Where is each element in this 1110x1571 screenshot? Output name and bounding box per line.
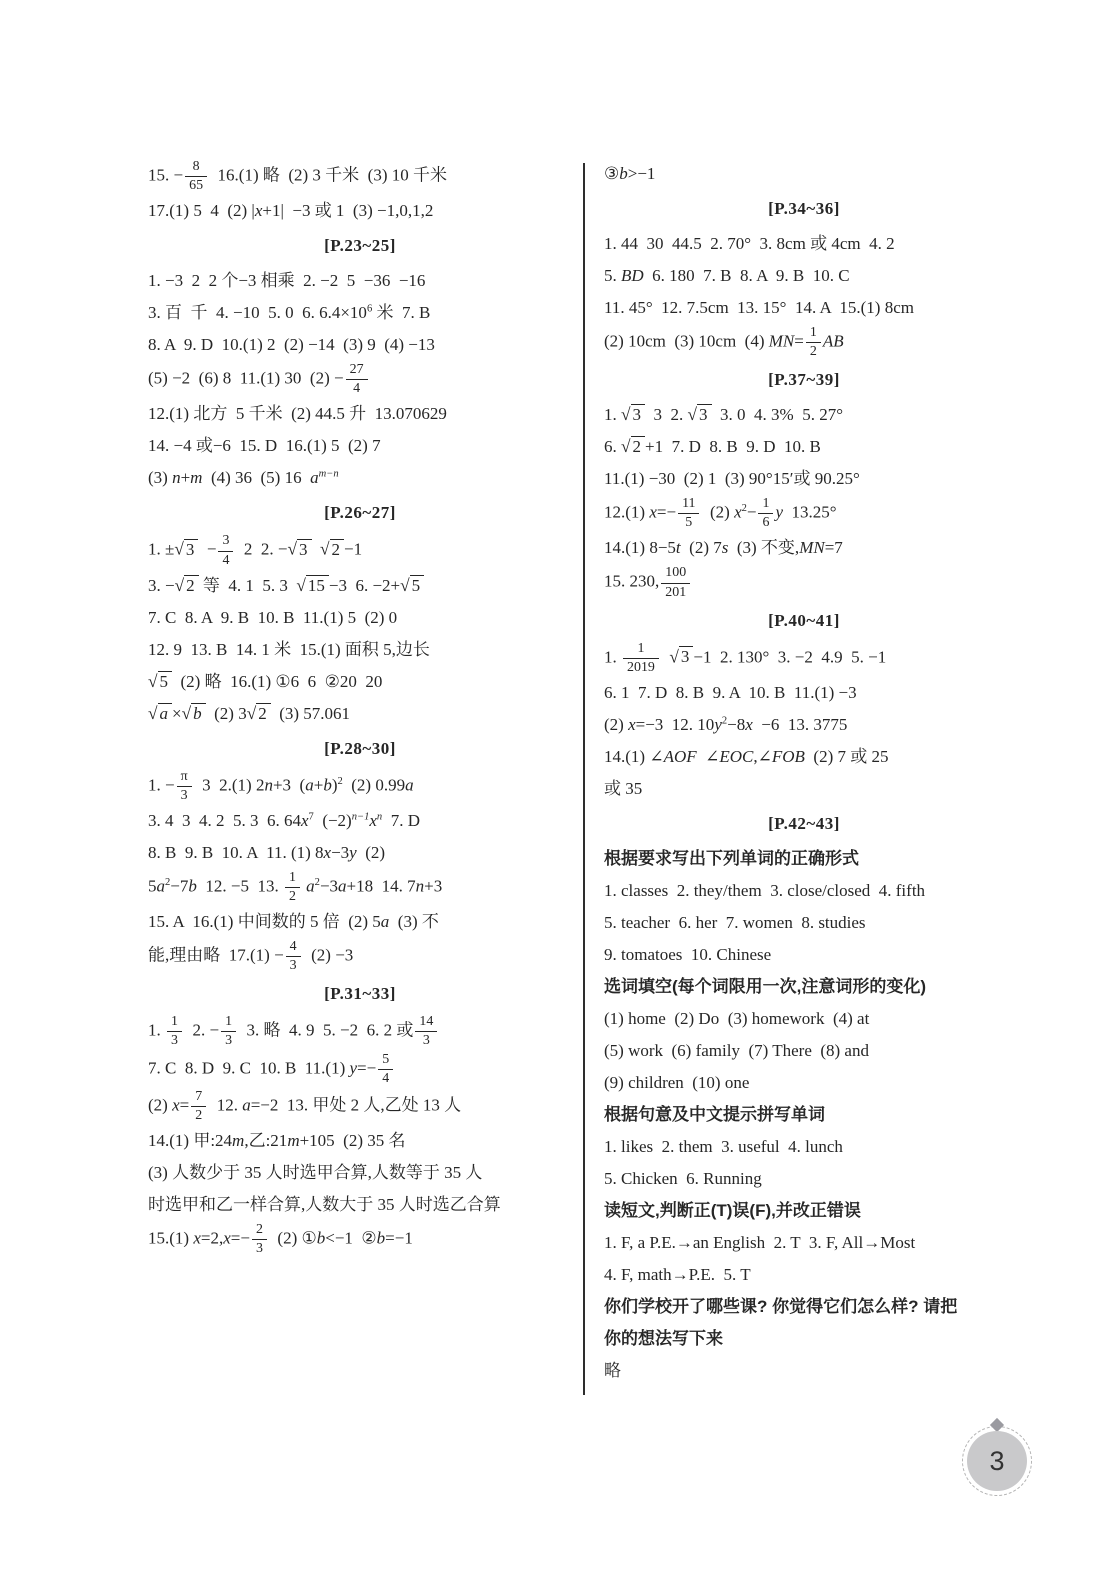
answer-line xyxy=(148,570,572,602)
text-run: 15.(1) xyxy=(148,1228,194,1248)
variable: x xyxy=(734,502,742,522)
answer-line xyxy=(148,265,572,297)
answer-line xyxy=(148,297,572,329)
text-run: −6 13. 3775 xyxy=(752,714,848,734)
fraction: $\frac{27}{4}$ xyxy=(346,361,368,398)
section-heading: [P.23~25] xyxy=(324,236,396,256)
text-run: 略 xyxy=(604,1360,621,1380)
text-run: 3. 略 4. 9 5. −2 6. 2 或 xyxy=(238,1020,414,1040)
text-run: 2. − xyxy=(183,1020,220,1040)
text-run: (3) 不 xyxy=(389,912,439,932)
fraction: $\frac{7}{2}$ xyxy=(191,1088,206,1125)
radical: √ 3 xyxy=(621,404,645,424)
fraction: $\frac{5}{4}$ xyxy=(378,1051,393,1088)
text-run: 1. 44 30 44.5 2. 70° 3. 8cm 或 4cm 4. 2 xyxy=(604,234,895,253)
text-run: 时选甲和乙一样合算,人数大于 35 人时选乙合算 xyxy=(148,1194,501,1214)
text-run: 5. Chicken 6. Running xyxy=(604,1168,762,1188)
text-run: ③ xyxy=(604,164,620,183)
section-heading: [P.40~41] xyxy=(768,610,840,630)
text-run: 7. C 8. D 9. C 10. B 11.(1) xyxy=(148,1058,350,1078)
answer-line xyxy=(604,1259,1004,1291)
radical: √ 5 xyxy=(400,575,424,595)
answer-line xyxy=(604,773,1004,805)
answer-line xyxy=(604,1131,1004,1163)
text-run: 11. 45° 12. 7.5cm 13. 15° 14. A 15.(1) 8cm xyxy=(604,298,914,317)
section-heading: [P.37~39] xyxy=(768,370,840,390)
text-run: 1. F, a P.E.→an English 2. T 3. F, All→Most xyxy=(604,1232,916,1252)
variable: MN xyxy=(799,538,825,558)
text-run: =− xyxy=(656,502,677,522)
answer-line xyxy=(604,875,1004,907)
variable: b xyxy=(188,876,197,896)
radical: √ a xyxy=(148,703,172,723)
answer-line xyxy=(148,938,572,975)
text-run: 15. A 16.(1) 中间数的 5 倍 (2) 5 xyxy=(148,912,381,932)
text-run: 1. classes 2. they/them 3. close/closed 4. fifth xyxy=(604,880,926,900)
text-run: 7. D xyxy=(382,810,420,830)
text-run xyxy=(312,540,321,559)
text-run: 1. xyxy=(604,647,621,667)
variable: y xyxy=(714,714,722,734)
fraction: $\frac{1}{3}$ xyxy=(221,1013,236,1050)
variable: m xyxy=(190,468,203,488)
variable: m xyxy=(232,1130,245,1150)
text-run: 9. tomatoes 10. Chinese xyxy=(604,944,772,964)
text-run: 12. xyxy=(208,1095,243,1115)
answer-line xyxy=(604,495,1004,532)
answer-line xyxy=(604,1067,1004,1099)
radical: √ 15 xyxy=(296,575,329,595)
text-run: (3) 人数少于 35 人时选甲合算,人数等于 35 人 xyxy=(148,1162,483,1182)
text-run: 6. xyxy=(604,437,621,457)
radical: √ 3 xyxy=(669,646,693,666)
variable: a xyxy=(338,876,347,896)
text-run: 15. 230, xyxy=(604,571,660,591)
answer-line xyxy=(604,1163,1004,1195)
text-run: +3 xyxy=(424,876,443,896)
answer-line xyxy=(148,768,572,805)
fraction: $\frac{1}{2}$ xyxy=(285,869,300,906)
text-run: >−1 xyxy=(627,164,656,183)
answer-line xyxy=(148,1125,572,1157)
text-run: (2) 略 16.(1) ①6 6 ②20 20 xyxy=(172,671,383,691)
variable: b xyxy=(376,1228,386,1248)
superscript: 7 xyxy=(308,811,314,823)
fraction: $\frac{100}{201}$ xyxy=(661,564,690,601)
text-run: −3 6. −2+ xyxy=(328,575,401,595)
answer-line xyxy=(148,906,572,938)
variable: t xyxy=(675,538,681,558)
radical: √ b xyxy=(182,703,206,723)
text-run: 14.(1) 8−5 xyxy=(604,538,676,558)
radical: √ 5 xyxy=(148,671,172,691)
superscript: 6 xyxy=(366,303,373,315)
superscript: 2 xyxy=(314,876,320,888)
answer-line xyxy=(148,532,572,569)
answer-line xyxy=(604,564,1004,601)
superscript: n−1 xyxy=(351,811,370,823)
left-column xyxy=(148,158,572,1258)
variable: y xyxy=(349,1058,358,1078)
section-heading: [P.31~33] xyxy=(324,984,396,1004)
text-run: 15. − xyxy=(148,165,184,185)
variable: a xyxy=(380,912,390,932)
text-run: (2) −3 xyxy=(302,945,354,965)
text-run: ) xyxy=(331,775,338,795)
text-run: ,∠ xyxy=(753,746,772,766)
power-term: $a^{m-n}$ xyxy=(310,468,339,488)
text-run: (2) xyxy=(356,842,386,862)
instruction-heading: 读短文,判断正(T)误(F),并改正错误 xyxy=(604,1200,861,1220)
variable: x xyxy=(193,1228,201,1248)
radical: √ 2 xyxy=(320,539,344,559)
text-run: 3. 4 3 4. 2 5. 3 6. 64 xyxy=(148,810,301,830)
text-run: 米 7. B xyxy=(372,303,431,323)
text-run: −3 xyxy=(331,842,350,862)
text-run: 1. − xyxy=(148,775,175,795)
text-run: =−2 13. 甲处 2 人,乙处 13 人 xyxy=(250,1095,462,1115)
text-run: 8. B 9. B 10. A 11. (1) 8 xyxy=(148,842,324,862)
variable: b xyxy=(619,164,628,183)
variable: x xyxy=(301,810,309,830)
text-run: 3. 百 千 4. −10 5. 0 6. 6.4×10 xyxy=(148,303,367,323)
variable: a xyxy=(405,775,414,795)
fraction: $\frac{11}{5}$ xyxy=(678,495,699,532)
fraction: $\frac{1}{2}$ xyxy=(806,324,821,361)
text-run: −1 2. 130° 3. −2 4.9 5. −1 xyxy=(693,647,887,667)
text-run: (3) 不变, xyxy=(728,538,800,558)
text-run: ∠ xyxy=(696,746,720,766)
answer-line xyxy=(604,1355,1004,1387)
text-run: − xyxy=(746,502,757,522)
answer-line xyxy=(148,1088,572,1125)
text-run: (−2) xyxy=(313,810,352,830)
variable: x xyxy=(369,810,377,830)
answer-line xyxy=(604,292,1004,324)
answer-line xyxy=(148,634,572,666)
text-run: +105 (2) 35 名 xyxy=(299,1130,406,1150)
answer-line xyxy=(148,361,572,398)
variable: a xyxy=(305,775,314,795)
right-column xyxy=(604,158,1004,1387)
text-run: (2) 7 xyxy=(680,538,722,558)
answer-line xyxy=(148,666,572,698)
text-run: + xyxy=(180,468,191,488)
text-run: 1. likes 2. them 3. useful 4. lunch xyxy=(604,1136,843,1156)
variable: m xyxy=(287,1130,300,1150)
text-run: +3 ( xyxy=(272,775,306,795)
answer-line xyxy=(148,462,572,494)
answer-line xyxy=(148,1013,572,1050)
fraction: $\frac{8}{65}$ xyxy=(185,158,207,195)
variable: s xyxy=(721,538,729,558)
text-run: +1 7. D 8. B 9. D 10. B xyxy=(645,437,821,457)
instruction-heading: 根据句意及中文提示拼写单词 xyxy=(604,1104,825,1124)
answer-line xyxy=(148,195,572,227)
text-run: 14.(1) ∠ xyxy=(604,746,664,766)
text-run: =2, xyxy=(200,1228,224,1248)
text-run: −3 xyxy=(319,876,339,896)
radical: √ 3 xyxy=(688,404,712,424)
variable: a xyxy=(306,876,315,896)
section-heading: [P.34~36] xyxy=(768,199,840,218)
text-run: 14.(1) 甲:24 xyxy=(148,1130,233,1150)
superscript: 2 xyxy=(337,775,343,787)
answer-line xyxy=(604,677,1004,709)
text-run: −1 xyxy=(344,539,363,559)
text-run: = xyxy=(794,331,804,351)
fraction: $\frac{1}{2019}$ xyxy=(623,640,659,677)
answer-line xyxy=(148,398,572,430)
text-run: (4) 36 (5) 16 xyxy=(202,468,311,488)
fraction: $\frac{2}{3}$ xyxy=(252,1221,267,1258)
answer-line xyxy=(148,1051,572,1088)
answer-line xyxy=(148,1221,572,1258)
text-run: (1) home (2) Do (3) homework (4) at xyxy=(604,1008,870,1028)
answer-line xyxy=(604,158,1004,190)
text-run: (2) ① xyxy=(268,1228,317,1248)
text-run: =−1 xyxy=(385,1228,413,1248)
text-run: (2) 10cm (3) 10cm (4) xyxy=(604,331,769,351)
variable: a xyxy=(156,876,165,896)
text-run: 1. xyxy=(148,1020,165,1040)
fraction: $\frac{\pi}{3}$ xyxy=(177,768,192,805)
variable: y xyxy=(775,502,783,522)
radical: √ 3 xyxy=(174,539,198,559)
text-run: 1. ± xyxy=(148,539,175,559)
text-run: 16.(1) 略 (2) 3 千米 (3) 10 千米 xyxy=(209,165,447,185)
text-run: × xyxy=(172,703,182,723)
fraction: $\frac{1}{3}$ xyxy=(167,1013,182,1050)
variable: x xyxy=(223,1228,231,1248)
text-run: 等 4. 1 5. 3 xyxy=(198,575,297,595)
text-run: (3) 57.061 xyxy=(270,703,351,723)
instruction-heading: 根据要求写出下列单词的正确形式 xyxy=(604,848,859,868)
text-run: =− xyxy=(230,1228,250,1248)
text-run: 5. teacher 6. her 7. women 8. studies xyxy=(604,912,866,932)
superscript: 2 xyxy=(721,715,728,727)
instruction-heading: 选词填空(每个词限用一次,注意词形的变化) xyxy=(604,976,927,996)
text-run: 5 xyxy=(148,876,157,896)
answer-line xyxy=(604,324,1004,361)
text-run: (2) xyxy=(604,714,629,734)
text-run: 14. −4 或−6 15. D 16.(1) 5 (2) 7 xyxy=(148,436,381,456)
answer-line xyxy=(148,869,572,906)
text-run: 12. 9 13. B 14. 1 米 15.(1) 面积 5,边长 xyxy=(148,639,430,659)
variable: a xyxy=(242,1095,251,1115)
answer-line xyxy=(604,463,1004,495)
answer-line xyxy=(604,532,1004,564)
answer-line xyxy=(604,640,1004,677)
superscript: n xyxy=(376,811,383,823)
answer-line xyxy=(148,602,572,634)
text-run: +18 14. 7 xyxy=(346,876,416,896)
answer-line xyxy=(148,837,572,869)
variable: n xyxy=(264,775,273,795)
answer-line xyxy=(148,329,572,361)
variable: b xyxy=(316,1228,326,1248)
fraction: $\frac{4}{3}$ xyxy=(286,938,301,975)
column-divider xyxy=(583,163,585,1395)
answer-line xyxy=(604,260,1004,292)
answer-line xyxy=(604,1035,1004,1067)
text-run: (2) 7 或 25 xyxy=(804,746,889,766)
text-run: +1| −3 或 1 (3) −1,0,1,2 xyxy=(262,201,434,221)
text-run: (3) xyxy=(148,468,173,488)
variable: x xyxy=(254,201,263,221)
text-run: 8. A 9. D 10.(1) 2 (2) −14 (3) 9 (4) −13 xyxy=(148,335,435,355)
variable: x xyxy=(628,714,636,734)
fraction: $\frac{1}{6}$ xyxy=(758,495,773,532)
text-run: 17.(1) 5 4 (2) | xyxy=(148,201,255,221)
text-run: 7. C 8. A 9. B 10. B 11.(1) 5 (2) 0 xyxy=(148,607,398,627)
text-run: (2) 3 xyxy=(205,703,247,723)
text-run: + xyxy=(313,775,324,795)
superscript: 2 xyxy=(165,876,171,888)
variable: BD xyxy=(621,266,644,285)
text-run: 3. − xyxy=(148,575,175,595)
answer-line xyxy=(148,1157,572,1189)
text-run: 12. −5 13. xyxy=(196,876,283,896)
variable: b xyxy=(323,775,332,795)
text-run: 6. 1 7. D 8. B 9. A 10. B 11.(1) −3 xyxy=(604,682,857,702)
text-run: 4. F, math→P.E. 5. T xyxy=(604,1264,751,1284)
superscript: 2 xyxy=(741,503,747,515)
section-heading: [P.42~43] xyxy=(768,813,840,833)
answer-line xyxy=(604,1227,1004,1259)
text-run: −7 xyxy=(170,876,189,896)
text-run: 2 2. − xyxy=(235,539,288,559)
text-run: ,乙:21 xyxy=(244,1130,288,1150)
instruction-heading: 你们学校开了哪些课? 你觉得它们怎么样? 请把 xyxy=(604,1296,958,1316)
fraction: $\frac{14}{3}$ xyxy=(415,1013,437,1050)
radical: √ 2 xyxy=(247,703,271,723)
variable: y xyxy=(349,842,357,862)
text-run: =−3 12. 10 xyxy=(635,714,715,734)
text-run: = xyxy=(179,1095,190,1115)
radical: √ 3 xyxy=(288,539,312,559)
answer-line xyxy=(148,430,572,462)
text-run: =− xyxy=(357,1058,377,1078)
text-run: (2) xyxy=(148,1095,173,1115)
text-run: 1. −3 2 2 个−3 相乘 2. −2 5 −36 −16 xyxy=(148,271,426,291)
text-run: 能,理由略 17.(1) − xyxy=(148,945,284,965)
text-run: 5. xyxy=(604,266,621,285)
answer-line xyxy=(148,158,572,195)
variable: AB xyxy=(822,331,844,351)
text-run: (2) xyxy=(701,502,735,522)
variable: MN xyxy=(768,331,795,351)
text-run: 11.(1) −30 (2) 1 (3) 90°15′或 90.25° xyxy=(604,469,860,489)
variable: x xyxy=(323,842,332,862)
text-run: <−1 ② xyxy=(325,1228,377,1248)
answer-line xyxy=(604,741,1004,773)
variable: EOC xyxy=(719,746,754,766)
variable: x xyxy=(649,502,657,522)
text-run: 3 2.(1) 2 xyxy=(193,775,265,795)
text-run: 3 2. xyxy=(645,405,688,425)
text-run: 13.25° xyxy=(782,502,837,522)
text-run: 1. xyxy=(604,405,621,425)
answer-line xyxy=(604,399,1004,431)
text-run: (9) children (10) one xyxy=(604,1072,750,1092)
variable: x xyxy=(172,1095,180,1115)
text-run: (2) 0.99 xyxy=(342,775,406,795)
text-run: 12.(1) 北方 5 千米 (2) 44.5 升 13.070629 xyxy=(148,404,447,424)
answer-line xyxy=(604,907,1004,939)
answer-line xyxy=(604,709,1004,741)
text-run: 6. 180 7. B 8. A 9. B 10. C xyxy=(643,266,850,285)
text-run: (5) work (6) family (7) There (8) and xyxy=(604,1040,869,1060)
variable: x xyxy=(745,714,753,734)
answer-line xyxy=(604,939,1004,971)
text-run: − xyxy=(198,539,217,559)
text-run: 或 35 xyxy=(604,778,643,798)
instruction-heading: 你的想法写下来 xyxy=(604,1328,723,1348)
answer-line xyxy=(148,805,572,837)
answer-line xyxy=(604,431,1004,463)
text-run: (5) −2 (6) 8 11.(1) 30 (2) − xyxy=(148,368,344,388)
fraction: $\frac{3}{4}$ xyxy=(218,532,233,569)
radical: √ 2 xyxy=(621,436,645,456)
variable: n xyxy=(415,876,425,896)
text-run: 3. 0 4. 3% 5. 27° xyxy=(711,405,843,425)
variable: n xyxy=(172,468,181,488)
radical: √ 2 xyxy=(175,575,199,595)
answer-line xyxy=(604,1003,1004,1035)
section-heading: [P.26~27] xyxy=(324,503,396,523)
variable: FOB xyxy=(771,746,805,766)
variable: AOF xyxy=(663,746,697,766)
answer-line xyxy=(148,698,572,730)
text-run: 12.(1) xyxy=(604,502,650,522)
section-heading: [P.28~30] xyxy=(324,738,396,758)
page-number-badge xyxy=(962,1426,1032,1496)
answer-line xyxy=(604,228,1004,260)
answer-line xyxy=(148,1189,572,1221)
page-number: 3 xyxy=(967,1431,1027,1491)
text-run: −8 xyxy=(727,714,746,734)
text-run: =7 xyxy=(824,538,843,558)
